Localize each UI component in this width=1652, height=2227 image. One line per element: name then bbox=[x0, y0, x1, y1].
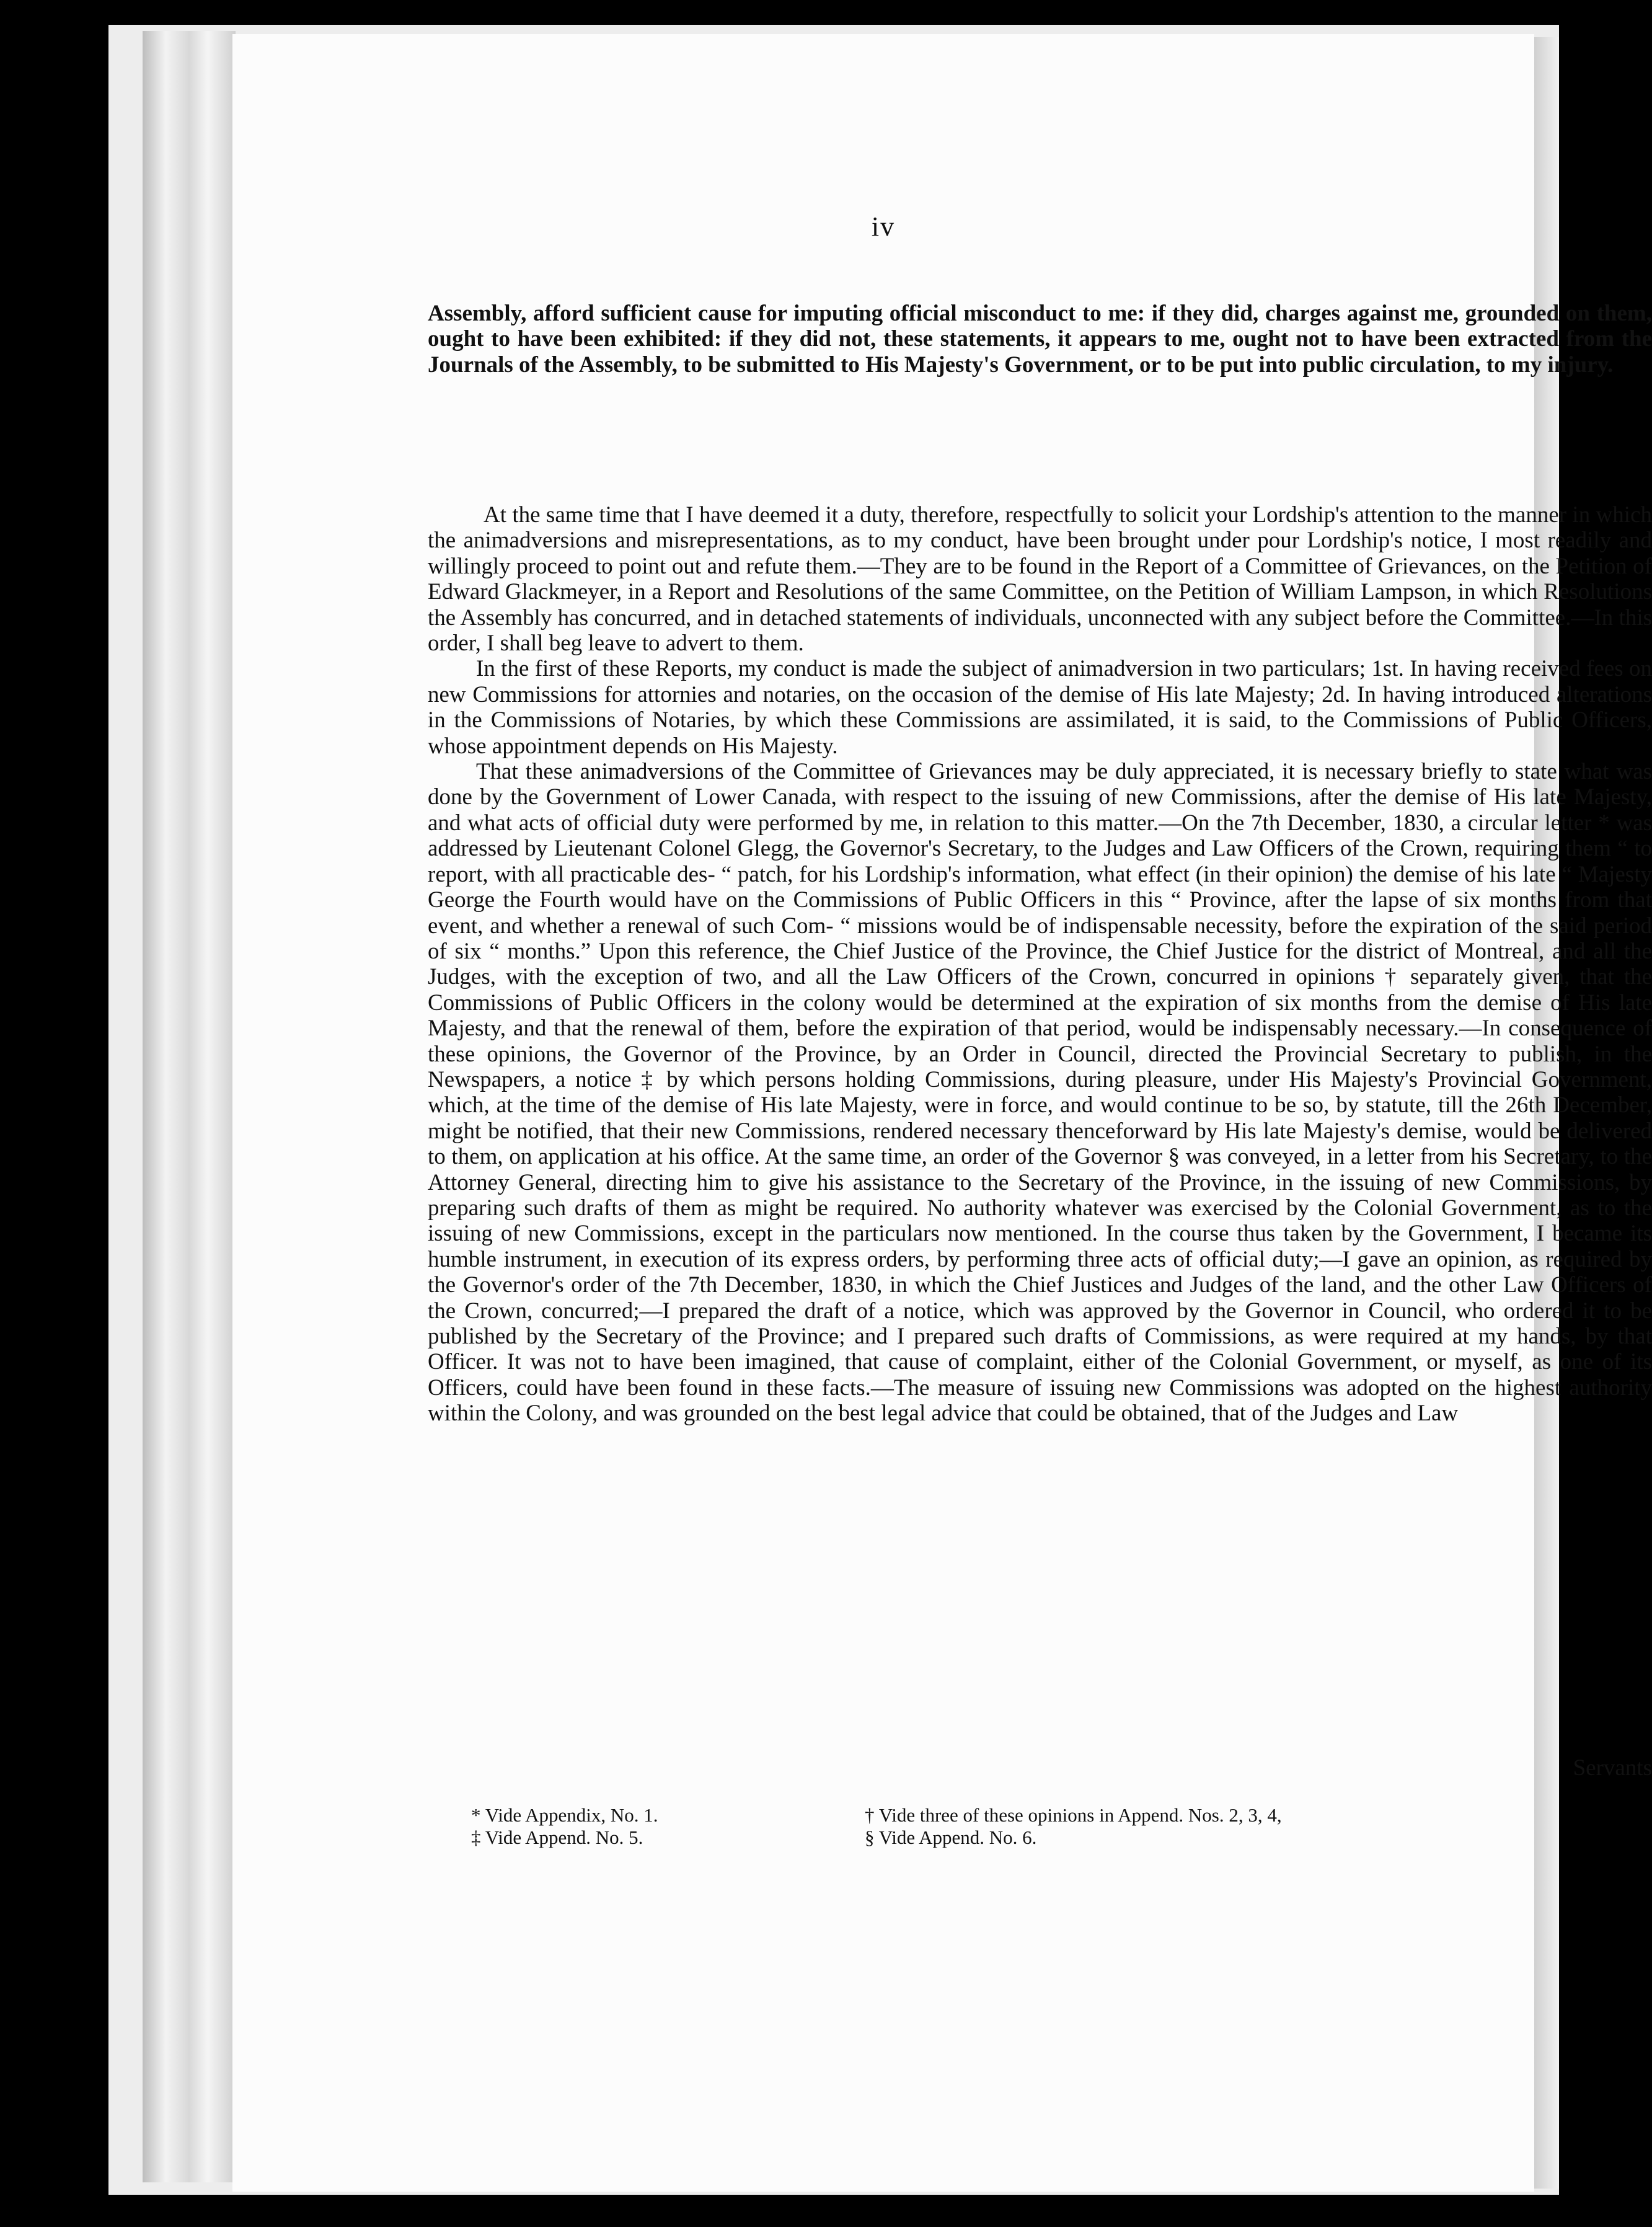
paragraph: That these animadversions of the Committee of Grievances may be duly appreciated, it is necessary briefly to state what was done by the Government of Lower Canada, with respect to the issuing of new Commissions, after the demise of His late Majesty, and what acts of official duty were performed by me, in relation to this matter.—On the 7th December, 1830, a circular letter * was addressed by Lieutenant Colonel Glegg, the Governor's Secretary, to the Judges and Law Officers of the Crown, requiring them “ to report, with all practicable des- “ patch, for his Lordship's information, what effect (in their opinion) the demise of his late “ Majesty George the Fourth would have on the Commissions of Public Officers in this “ Province, after the lapse of six months from that event, and whether a renewal of such Com- “ missions would be of indispensable necessity, before the expiration of the said period of six “ months.” Upon this reference, the Chief Justice of the Province, the Chief Justice for the district of Montreal, and all the Judges, with the exception of two, and all the Law Officers of the Crown, concurred in opinions † separately given, that the Commissions of Public Officers in the colony would be determined at the expiration of six months from the demise of His late Majesty, and that the renewal of them, before the expiration of that period, would be indispensably necessary.—In consequence of these opinions, the Governor of the Province, by an Order in Council, directed the Provincial Secretary to publish, in the Newspapers, a notice ‡ by which persons holding Commissions, during pleasure, under His Majesty's Provincial Government, which, at the time of the demise of His late Majesty, were in force, and would continue to be so, by statute, till the 26th December, might be notified, that their new Commissions, rendered necessary thenceforward by His late Majesty's demise, would be delivered to them, on application at his office. At the same time, an order of the Governor § was conveyed, in a letter from his Secretary, to the Attorney General, directing him to give his assistance to the Secretary of the Province, in the issuing of new Commissions, by preparing such drafts of them as might be required. No authority whatever was exercised by the Colonial Government, as to the issuing of new Commissions, except in the particulars now mentioned. In the course thus taken by the Government, I became its humble instrument, in execution of its express orders, by performing three acts of official duty;—I gave an opinion, as required by the Governor's order of the 7th December, 1830, in which the Chief Justices and Judges of the land, and the other Law Officers of the Crown, concurred;—I prepared the draft of a notice, which was approved by the Governor in Council, who ordered it to be published by the Secretary of the Province; and I prepared such drafts of Commissions, as were required at my hands, by that Officer. It was not to have been imagined, that cause of complaint, either of the Colonial Government, or myself, as one of its Officers, could have been found in these facts.—The measure of issuing new Commissions was adopted on the highest authority within the Colony, and was grounded on the best legal advice that could be obtained, that of the Judges and Law bbox=[428, 759, 1652, 1427]
footnote: ‡ Vide Append. No. 5. bbox=[471, 1826, 643, 1848]
document-page bbox=[232, 34, 1652, 2192]
continuation-paragraph: Assembly, afford sufficient cause for imputing official misconduct to me: if they did, charges against me, grounded on them, ought to have been exhibited: if they did not, these statements, it appears to me, ought not to have been extracted from the Journals of the Assembly, to be submitted to His Majesty's Government, or to be put into public circulation, to my injury. bbox=[428, 301, 1652, 378]
page-number: iv bbox=[871, 211, 896, 242]
footnote: † Vide three of these opinions in Append. Nos. 2, 3, 4, bbox=[865, 1804, 1282, 1826]
footnotes-right-column bbox=[865, 1804, 1282, 1849]
footnote: § Vide Append. No. 6. bbox=[865, 1826, 1037, 1848]
paragraph: At the same time that I have deemed it a duty, therefore, respectfully to solicit your Lordship's attention to the manner in which the animadversions and misrepresentations, as to my conduct, have been brought under pour Lordship's notice, I most readily and willingly proceed to point out and refute them.—They are to be found in the Report of a Committee of Grievances, on the Petition of Edward Glackmeyer, in a Report and Resolutions of the same Committee, on the Petition of William Lampson, in which Resolutions the Assembly has concurred, and in detached statements of individuals, unconnected with any subject before the Committee.—In this order, I shall beg leave to advert to them. bbox=[428, 502, 1652, 657]
main-text bbox=[428, 502, 1652, 1427]
catchword: Servants bbox=[1573, 1755, 1652, 1781]
footnote: * Vide Appendix, No. 1. bbox=[471, 1804, 658, 1826]
page-stack-edge bbox=[143, 31, 236, 2182]
footnotes-left-column bbox=[471, 1804, 658, 1849]
paragraph: In the first of these Reports, my conduct is made the subject of animadversion in two particulars; 1st. In having received fees on new Commissions for attornies and notaries, on the occasion of the demise of His late Majesty; 2d. In having introduced alterations in the Commissions of Notaries, by which these Commissions are assimilated, it is said, to the Commissions of Public Officers, whose appointment depends on His Majesty. bbox=[428, 656, 1652, 759]
